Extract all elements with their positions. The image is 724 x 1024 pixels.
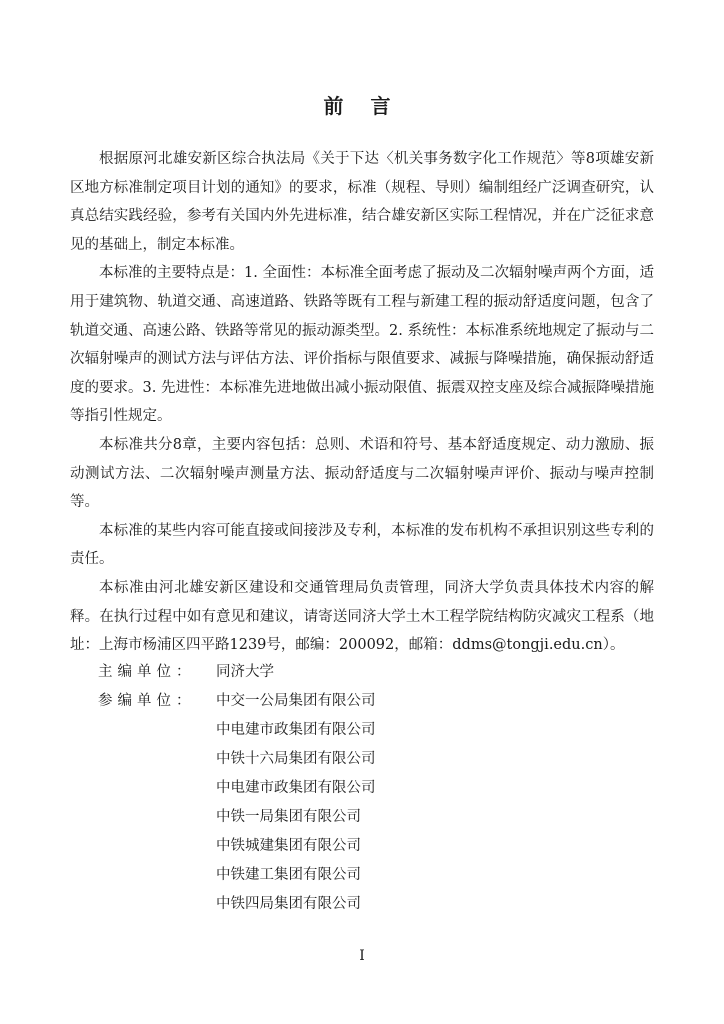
- paragraph-basis: 根据原河北雄安新区综合执法局《关于下达〈机关事务数字化工作规范〉等8项雄安新区地方标准制定项目计划的通知》的要求，标准（规程、导则）编制组经广泛调查研究，认真总结实践经验，参考有关国内外先进标准，结合雄安新区实际工程情况，并在广泛征求意见的基础上，制定本标准。: [70, 151, 654, 253]
- page-title: 前 言: [323, 94, 401, 118]
- participant-name: 中铁城建集团有限公司: [216, 838, 361, 854]
- editor-organizations: [98, 658, 618, 919]
- participant-name: 中交一公局集团有限公司: [216, 693, 376, 709]
- participant-row: [98, 832, 618, 861]
- participant-row: [98, 890, 618, 919]
- participant-row: [98, 861, 618, 890]
- page-number: I: [359, 948, 365, 964]
- participant-row: [98, 716, 618, 745]
- participant-name: 中电建市政集团有限公司: [216, 780, 376, 796]
- participant-name: 中电建市政集团有限公司: [216, 722, 376, 738]
- participant-row: [98, 745, 618, 774]
- chief-editor-label: 主编单位：: [98, 664, 196, 680]
- participant-row: [98, 803, 618, 832]
- paragraph-features: 本标准的主要特点是：1. 全面性：本标准全面考虑了振动及二次辐射噪声两个方面，适用于建筑物、轨道交通、高速道路、铁路等既有工程与新建工程的振动舒适度问题，包含了轨道交通、高速公路、铁路等常见的振动源类型。2. 系统性：本标准系统地规定了振动与二次辐射噪声的测试方法与评估方法、评价指标与限值要求、减振与降噪措施，确保振动舒适度的要求。3. 先进性：本标准先进地做出减小振动限值、振震双控支座及综合减振降噪措施等指引性规定。: [70, 265, 654, 425]
- paragraph-management: 本标准由河北雄安新区建设和交通管理局负责管理，同济大学负责具体技术内容的解释。在执行过程中如有意见和建议，请寄送同济大学土木工程学院结构防灾减灾工程系（地址：上海市杨浦区四平路1239号，邮编：200092，邮箱：ddms@tongji.edu.cn）。: [70, 579, 654, 654]
- participant-name: 中铁一局集团有限公司: [216, 809, 361, 825]
- participant-row: [98, 687, 618, 716]
- participant-name: 中铁建工集团有限公司: [216, 867, 361, 883]
- participant-editor-label: 参编单位：: [98, 693, 196, 709]
- participant-name: 中铁十六局集团有限公司: [216, 751, 376, 767]
- chief-editor-name: 同济大学: [216, 664, 274, 680]
- chief-editor-row: [98, 658, 618, 687]
- participant-row: [98, 774, 618, 803]
- paragraph-patent: 本标准的某些内容可能直接或间接涉及专利，本标准的发布机构不承担识别这些专利的责任。: [70, 522, 654, 568]
- paragraph-chapters: 本标准共分8章，主要内容包括：总则、术语和符号、基本舒适度规定、动力激励、振动测试方法、二次辐射噪声测量方法、振动舒适度与二次辐射噪声评价、振动与噪声控制等。: [70, 436, 654, 511]
- foreword-body: [70, 145, 654, 660]
- participant-name: 中铁四局集团有限公司: [216, 896, 361, 912]
